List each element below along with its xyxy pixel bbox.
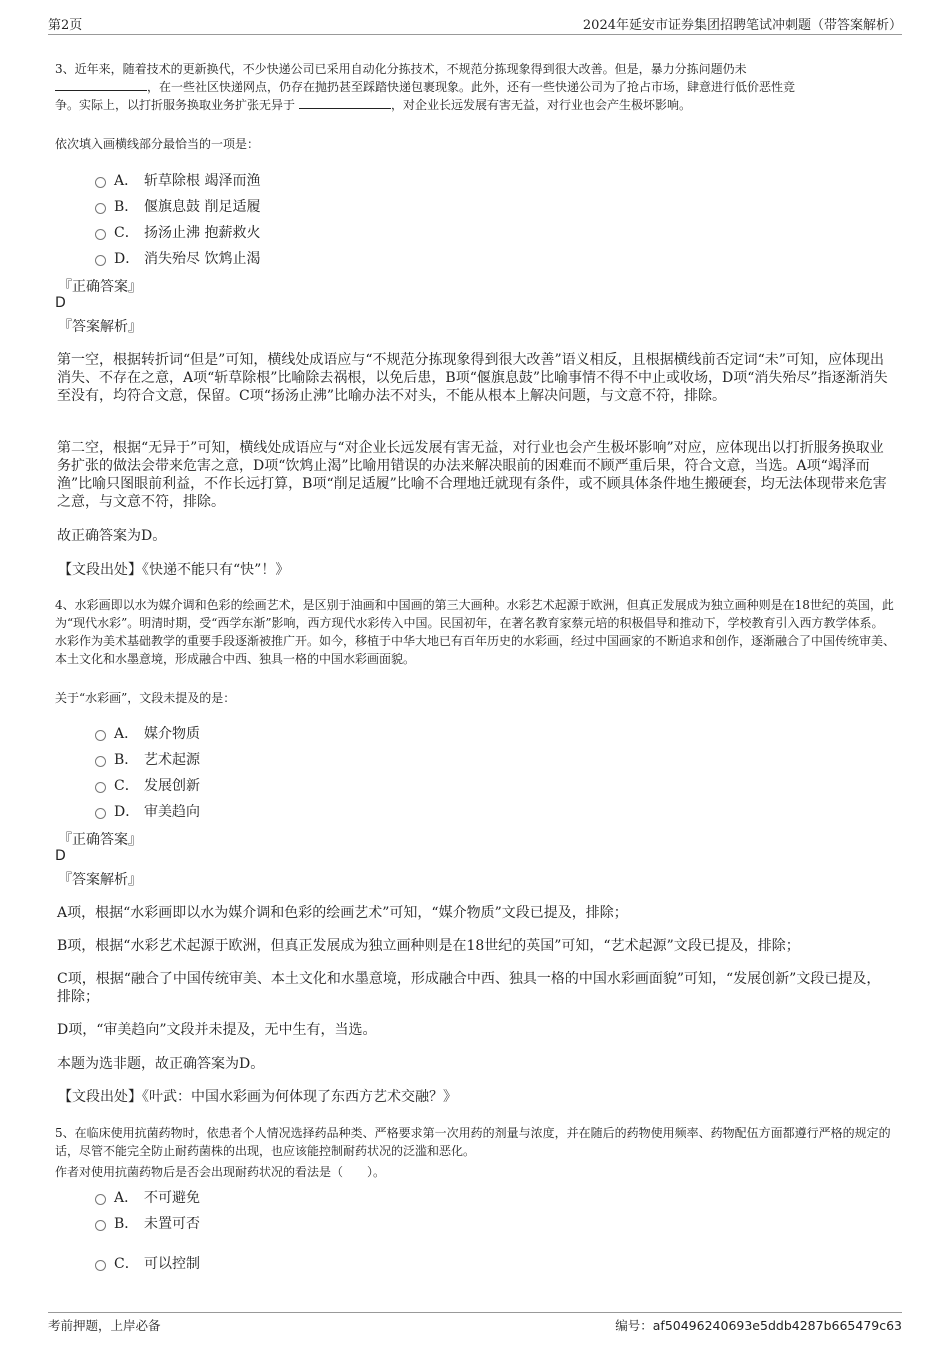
footer-slogan: 考前押题，上岸必备 (48, 1318, 161, 1333)
radio-icon[interactable] (95, 255, 106, 266)
q3-analysis-p2: 第二空，根据“无异于”可知，横线处成语应与“对企业长远发展有害无益，对行业也会产生极坏影响”对应，应体现出以打折服务换取业务扩张的做法会带来危害之意，D项“饮鸩止渴”比喻用错误的办法来解决眼前的困难而不顾严重后果，符合文意，当选。A项“竭泽而渔”比喻只图眼前利益，不作长远打算，B项“削足适履”比喻不合理地迁就现有条件，或不顾具体条件地生搬硬套，均无法体现带来危害之意，与文意不符，排除。 (57, 440, 887, 510)
q3-option-d[interactable]: D． 消失殆尽 饮鸩止渴 (95, 248, 260, 268)
q3-answer-label: 『正确答案』 (58, 279, 142, 295)
q4-answer-label: 『正确答案』 (58, 832, 142, 848)
radio-icon[interactable] (95, 229, 106, 240)
radio-icon[interactable] (95, 756, 106, 767)
document-title: 2024年延安市证券集团招聘笔试冲刺题（带答案解析） (582, 18, 902, 33)
q3-stem-line3-end: ，对企业长远发展有害无益，对行业也会产生极坏影响。 (391, 98, 692, 112)
radio-icon[interactable] (95, 730, 106, 741)
q4-answer: D (55, 848, 66, 864)
document-id: 编号：af50496240693e5ddb4287b665479c63 (615, 1318, 902, 1333)
radio-icon[interactable] (95, 1220, 106, 1231)
q3-stem-line1: 3、近年来，随着技术的更新换代，不少快递公司已采用自动化分拣技术，不规范分拣现象得到很大改善。但是，暴力分拣问题仍未 (55, 62, 747, 76)
q5-stem: 5、在临床使用抗菌药物时，依患者个人情况选择药品种类、严格要求第一次用药的剂量与浓度，并在随后的药物使用频率、药物配伍方面都遵行严格的规定的话，尽管不能完全防止耐药菌株的出现，也应该能控制耐药状况的泛滥和恶化。 (55, 1126, 891, 1158)
radio-icon[interactable] (95, 177, 106, 188)
q4-analysis-conclusion: 本题为选非题，故正确答案为D。 (57, 1056, 265, 1072)
radio-icon[interactable] (95, 808, 106, 819)
radio-icon[interactable] (95, 1194, 106, 1205)
q4-option-a[interactable]: A． 媒介物质 (95, 723, 200, 743)
q5-option-a[interactable]: A． 不可避免 (95, 1187, 200, 1207)
q4-analysis-d: D项，“审美趋向”文段并未提及，无中生有，当选。 (57, 1022, 377, 1038)
page-header (48, 14, 902, 35)
q4-analysis-b: B项，根据“水彩艺术起源于欧洲，但真正发展成为独立画种则是在18世纪的英国”可知，“艺术起源”文段已提及，排除； (57, 938, 800, 954)
q3-blank-1 (55, 78, 147, 91)
q3-stem (55, 60, 895, 114)
q3-analysis-p3: 故正确答案为D。 (57, 528, 167, 544)
radio-icon[interactable] (95, 203, 106, 214)
q5-option-c[interactable]: C． 可以控制 (95, 1253, 200, 1273)
q3-option-c[interactable]: C． 扬汤止沸 抱薪救火 (95, 222, 260, 242)
q4-stem: 4、水彩画即以水为媒介调和色彩的绘画艺术，是区别于油画和中国画的第三大画种。水彩艺术起源于欧洲，但真正发展成为独立画种则是在18世纪的英国，此为“现代水彩”。明清时期，受“西学东渐”影响，西方现代水彩传入中国。民国初年，在著名教育家蔡元培的积极倡导和推动下，学校教育引入西方教学体系。水彩作为美术基础教学的重要手段逐渐被推广开。如今，移植于中华大地已有百年历史的水彩画，经过中国画家的不断追求和创作，逐渐融合了中国传统审美、本土文化和水墨意境，形成融合中西、独具一格的中国水彩画面貌。 (55, 598, 896, 666)
q4-source: 【文段出处】《叶武：中国水彩画为何体现了东西方艺术交融？》 (58, 1089, 457, 1105)
q4-analysis-label: 『答案解析』 (58, 872, 142, 888)
q4-option-b[interactable]: B． 艺术起源 (95, 749, 200, 769)
q3-blank-2 (299, 96, 391, 109)
q3-stem-line2: ，在一些社区快递网点，仍存在抛扔甚至踩踏快递包裹现象。此外，还有一些快递公司为了抢占市场，肆意进行低价恶性竞 (147, 80, 796, 94)
page-footer (48, 1312, 902, 1335)
q3-analysis-p1: 第一空，根据转折词“但是”可知，横线处成语应与“不规范分拣现象得到很大改善”语义相反，且根据横线前否定词“未”可知，应体现出消失、不存在之意，A项“斩草除根”比喻除去祸根，以免后患，B项“偃旗息鼓”比喻事情不得不中止或收场，D项“消失殆尽”指逐渐消失至没有，均符合文意，保留。C项“扬汤止沸”比喻办法不对头，不能从根本上解决问题，与文意不符，排除。 (57, 352, 888, 404)
q3-prompt: 依次填入画横线部分最恰当的一项是： (55, 137, 260, 151)
q4-option-d[interactable]: D． 审美趋向 (95, 801, 200, 821)
radio-icon[interactable] (95, 1260, 106, 1271)
q3-option-b[interactable]: B． 偃旗息鼓 削足适履 (95, 196, 260, 216)
q5-prompt: 作者对使用抗菌药物后是否会出现耐药状况的看法是（ ）。 (55, 1165, 386, 1179)
q4-prompt: 关于“水彩画”，文段未提及的是： (55, 691, 236, 705)
q5-option-b[interactable]: B． 未置可否 (95, 1213, 200, 1233)
q4-analysis-a: A项，根据“水彩画即以水为媒介调和色彩的绘画艺术”可知，“媒介物质”文段已提及，排除； (57, 905, 628, 921)
q3-stem-line3: 争。实际上，以打折服务换取业务扩张无异于 (55, 98, 296, 112)
radio-icon[interactable] (95, 782, 106, 793)
page-number: 第2页 (48, 18, 83, 33)
q3-answer: D (55, 295, 66, 311)
q4-option-c[interactable]: C． 发展创新 (95, 775, 200, 795)
q3-source: 【文段出处】《快递不能只有“快”！》 (58, 562, 290, 578)
q4-analysis-c: C项，根据“融合了中国传统审美、本土文化和水墨意境，形成融合中西、独具一格的中国水彩画面貌”可知，“发展创新”文段已提及，排除； (57, 971, 881, 1005)
q3-option-a[interactable]: A． 斩草除根 竭泽而渔 (95, 170, 260, 190)
q3-analysis-label: 『答案解析』 (58, 319, 142, 335)
